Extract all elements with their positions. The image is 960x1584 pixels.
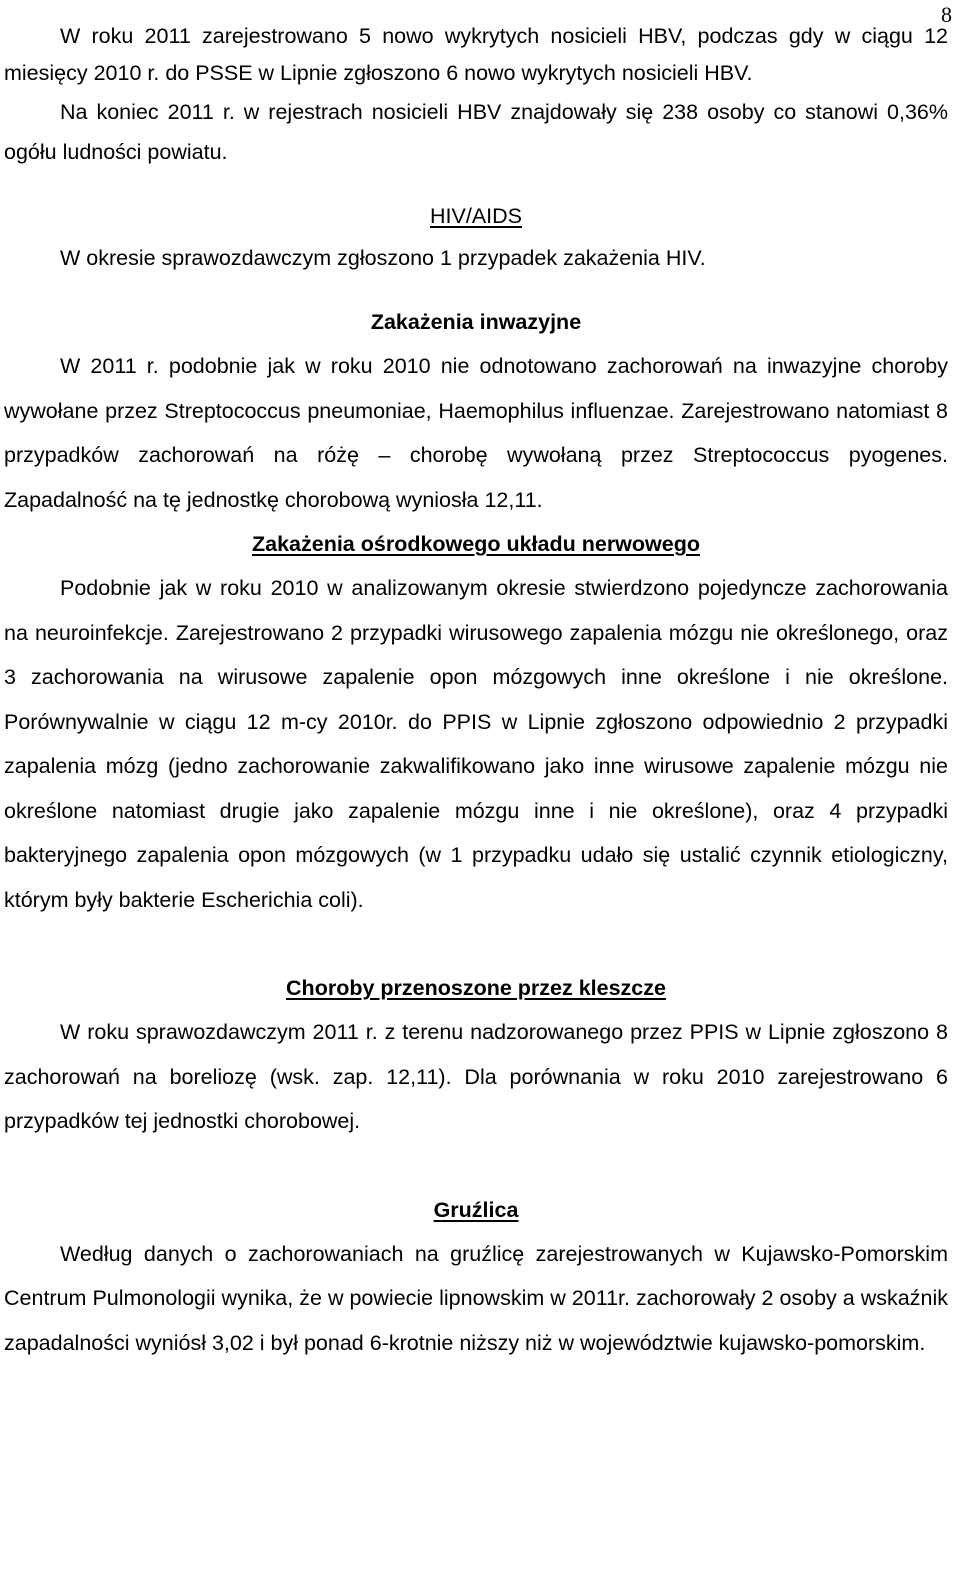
spacer: [4, 922, 948, 966]
hiv-heading: HIV/AIDS: [430, 204, 522, 228]
hiv-paragraph: W okresie sprawozdawczym zgłoszono 1 przypadek zakażenia HIV.: [60, 246, 706, 270]
spacer: [4, 172, 948, 194]
ticks-heading: Choroby przenoszone przez kleszcze: [286, 976, 666, 1000]
hbv-paragraph-1: W roku 2011 zarejestrowano 5 nowo wykrytych nosicieli HBV, podczas gdy w ciągu 12 miesięcy 2010 r. do PSSE w Lipnie zgłoszono 6 nowo wykrytych nosicieli HBV.: [4, 24, 948, 85]
document-body: [4, 18, 948, 1365]
spacer: [4, 1144, 948, 1188]
hbv-paragraph-2: Na koniec 2011 r. w rejestrach nosicieli HBV znajdowały się 238 osoby co stanowi 0,36% ogółu ludności powiatu.: [4, 100, 948, 164]
spacer: [4, 278, 948, 300]
invasive-heading: Zakażenia inwazyjne: [370, 310, 582, 334]
cns-heading: Zakażenia ośrodkowego układu nerwowego: [251, 532, 700, 556]
invasive-paragraph: W 2011 r. podobnie jak w roku 2010 nie odnotowano zachorowań na inwazyjne choroby wywołane przez Streptococcus pneumoniae, Haemophilus influenzae. Zarejestrowano natomiast 8 przypadków zachorowań na różę – chorobę wywołaną przez Streptococcus pyogenes. Zapadalność na tę jednostkę chorobową wyniosła 12,11.: [4, 354, 948, 512]
ticks-paragraph: W roku sprawozdawczym 2011 r. z terenu nadzorowanego przez PPIS w Lipnie zgłoszono 8 zachorowań na boreliozę (wsk. zap. 12,11). Dla porównania w roku 2010 zarejestrowano 6 przypadków tej jednostki chorobowej.: [4, 1020, 948, 1133]
page-number: 8: [941, 2, 952, 27]
cns-paragraph: Podobnie jak w roku 2010 w analizowanym okresie stwierdzono pojedyncze zachorowania na neuroinfekcje. Zarejestrowano 2 przypadki wirusowego zapalenia mózgu nie określonego, oraz 3 zachorowania na wirusowe zapalenie opon mózgowych inne określone i nie określone. Porównywalnie w ciągu 12 m-cy 2010r. do PPIS w Lipnie zgłoszono odpowiednio 2 przypadki zapalenia mózg (jedno zachorowanie zakwalifikowano jako inne wirusowe zapalenie mózgu nie określone natomiast drugie jako zapalenie mózgu inne i nie określone), oraz 4 przypadki bakteryjnego zapalenia opon mózgowych (w 1 przypadku udało się ustalić czynnik etiologiczny, którym były bakterie Escherichia coli).: [4, 576, 948, 912]
tb-paragraph: Według danych o zachorowaniach na gruźlicę zarejestrowanych w Kujawsko-Pomorskim Centrum Pulmonologii wynika, że w powiecie lipnowskim w 2011r. zachorowały 2 osoby a wskaźnik zapadalności wyniósł 3,02 i był ponad 6-krotnie niższy niż w województwie kujawsko-pomorskim.: [4, 1241, 948, 1355]
tb-heading: Gruźlica: [433, 1197, 519, 1222]
